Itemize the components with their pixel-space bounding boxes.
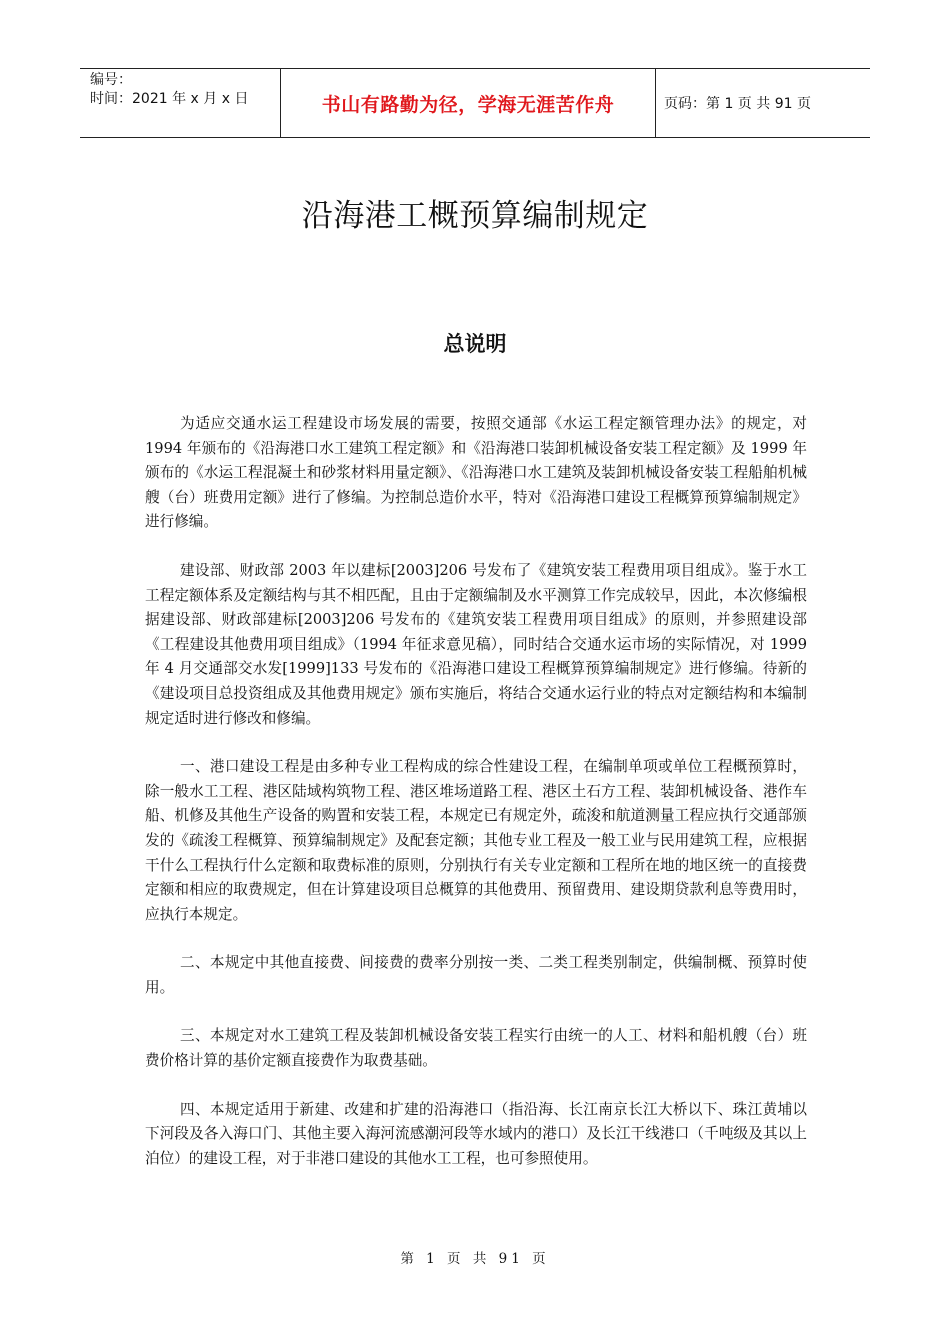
- paragraph: 为适应交通水运工程建设市场发展的需要，按照交通部《水运工程定额管理办法》的规定，对 1994 年颁布的《沿海港口水工建筑工程定额》和《沿海港口装卸机械设备安装工程定额》及 1999 年颁布的《水运工程混凝土和砂浆材料用量定额》、《沿海港口水工建筑及装卸机械设备安装工程船舶机械艘（台）班费用定额》进行了修编。为控制总造价水平，特对《沿海港口建设工程概算预算编制规定》进行修编。: [145, 415, 807, 531]
- paragraph: 三、本规定对水工建筑工程及装卸机械设备安装工程实行由统一的人工、材料和船机艘（台）班费价格计算的基价定额直接费作为取费基础。: [145, 1027, 807, 1070]
- header-meta: [80, 69, 281, 137]
- date-label: 时间：2021 年 x 月 x 日: [90, 91, 249, 107]
- document-body: [145, 412, 807, 1195]
- paragraph: 建设部、财政部 2003 年以建标[2003]206 号发布了《建筑安装工程费用项目组成》。鉴于水工工程定额体系及定额结构与其不相匹配，且由于定额编制及水平测算工作完成较早，因此，本次修编根据建设部、财政部建标[2003]206 号发布的《建筑安装工程费用项目组成》的原则，并参照建设部《工程建设其他费用项目组成》（1994 年征求意见稿），同时结合交通水运市场的实际情况，对 1999 年 4 月交通部交水发[1999]133 号发布的《沿海港口建设工程概算预算编制规定》进行修编。待新的《建设项目总投资组成及其他费用规定》颁布实施后，将结合交通水运行业的特点对定额结构和本编制规定适时进行修改和修编。: [145, 561, 807, 727]
- section-heading: 总说明: [443, 332, 507, 356]
- serial-number-label: 编号：: [90, 72, 132, 88]
- paragraph: 四、本规定适用于新建、改建和扩建的沿海港口（指沿海、长江南京长江大桥以下、珠江黄埔以下河段及各入海口门、其他主要入海河流感潮河段等水域内的港口）及长江干线港口（千吨级及其以上泊位）的建设工程，对于非港口建设的其他水工工程，也可参照使用。: [145, 1100, 807, 1167]
- document-title: 沿海港工概预算编制规定: [301, 198, 649, 234]
- header-motto: 书山有路勤为径，学海无涯苦作舟: [281, 69, 656, 137]
- header-page-info: 页码：第 1 页 共 91 页: [664, 96, 811, 112]
- paragraph: 一、港口建设工程是由多种专业工程构成的综合性建设工程，在编制单项或单位工程概预算时，除一般水工工程、港区陆域构筑物工程、港区堆场道路工程、港区土石方工程、装卸机械设备、港作车船、机修及其他生产设备的购置和安装工程，本规定已有规定外，疏浚和航道测量工程应执行交通部颁发的《疏浚工程概算、预算编制规定》及配套定额；其他专业工程及一般工业与民用建筑工程，应根据干什么工程执行什么定额和取费标准的原则，分别执行有关专业定额和工程所在地的地区统一的直接费定额和相应的取费规定，但在计算建设项目总概算的其他费用、预留费用、建设期贷款利息等费用时，应执行本规定。: [145, 758, 807, 923]
- page-footer: 第 1 页 共 91 页: [400, 1251, 550, 1267]
- page-header: [80, 68, 870, 138]
- paragraph: 二、本规定中其他直接费、间接费的费率分别按一类、二类工程类别制定，供编制概、预算时使用。: [145, 954, 807, 996]
